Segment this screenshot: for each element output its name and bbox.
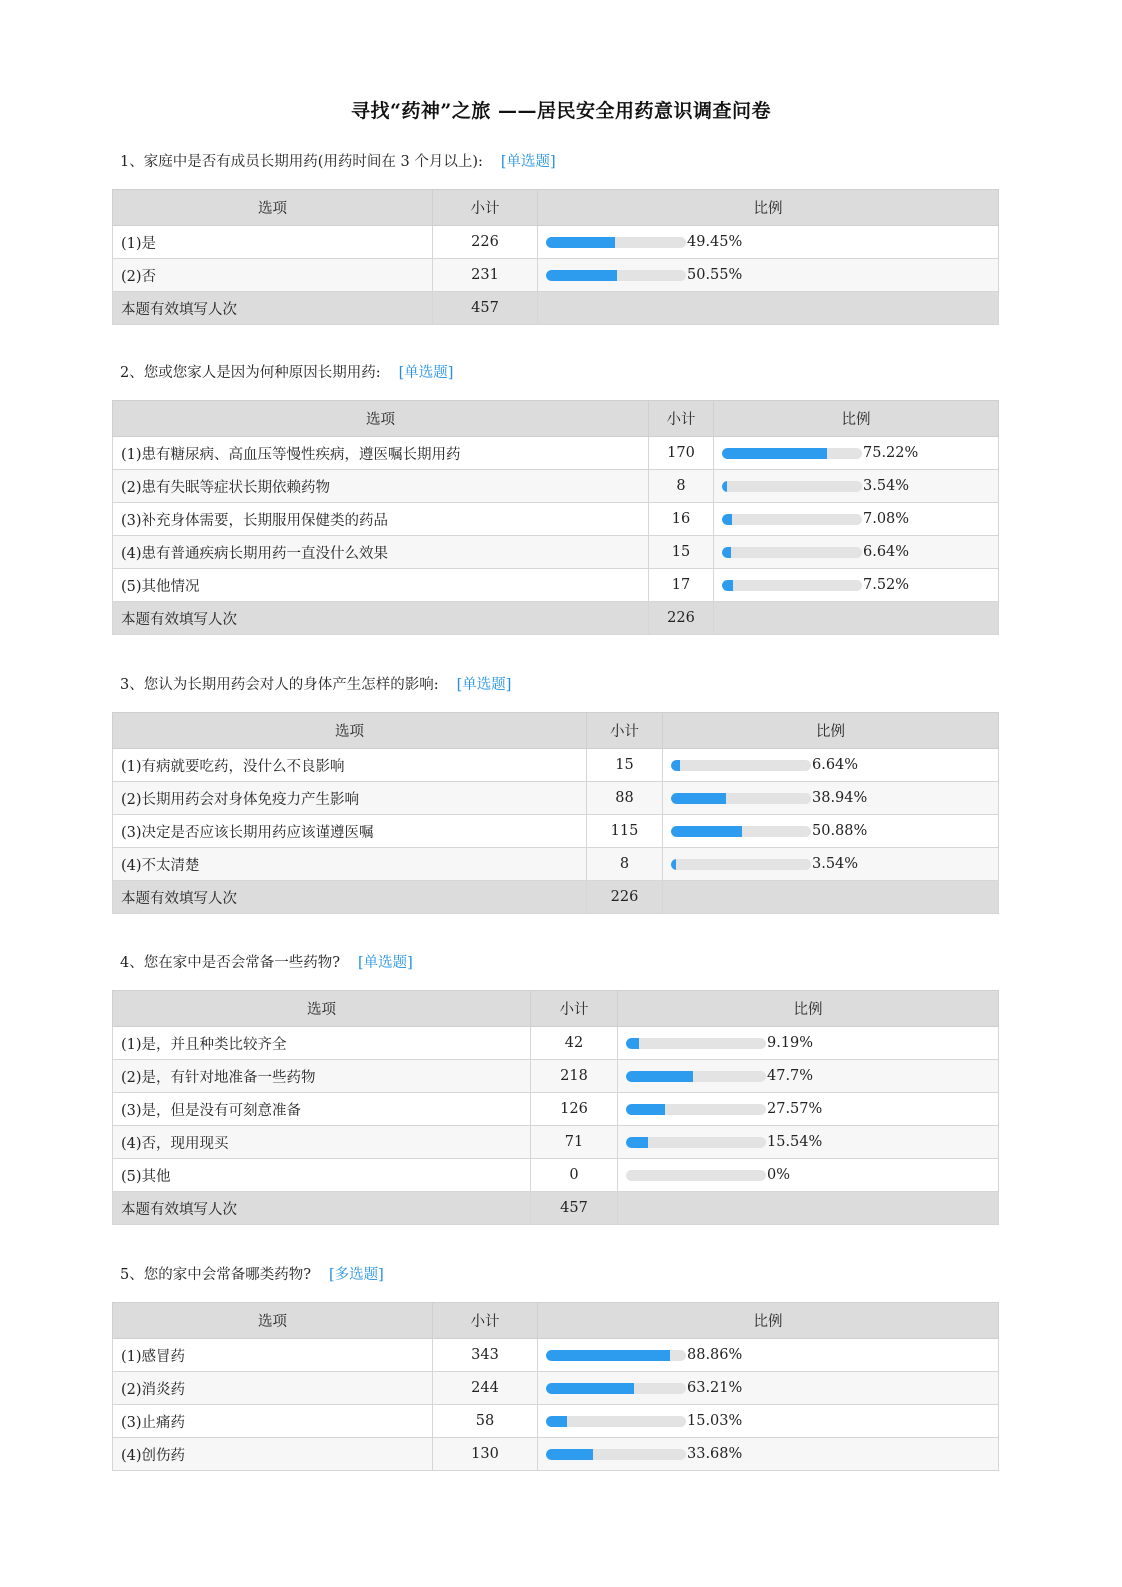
progress-bar: [671, 859, 811, 870]
header-count: 小计: [433, 190, 538, 226]
ratio-bar-group: [722, 544, 990, 560]
total-row: [113, 602, 999, 635]
header-row: [113, 401, 999, 437]
results-table: [112, 990, 999, 1225]
total-row: [113, 881, 999, 914]
total-row: [113, 292, 999, 325]
header-option: 选项: [113, 713, 587, 749]
table-row: [113, 1372, 999, 1405]
header-count: 小计: [587, 713, 663, 749]
option-count: 231: [433, 259, 538, 292]
progress-bar-fill: [722, 481, 727, 492]
percent-text: 3.54%: [812, 856, 859, 872]
option-label: (2)患有失眠等症状长期依赖药物: [113, 470, 649, 503]
progress-bar-fill: [546, 237, 615, 248]
header-count: 小计: [433, 1303, 538, 1339]
percent-text: 6.64%: [863, 544, 910, 560]
table-row: [113, 1405, 999, 1438]
ratio-bar-group: [546, 1413, 990, 1429]
progress-bar: [722, 547, 862, 558]
option-count: 343: [433, 1339, 538, 1372]
option-ratio: [714, 470, 999, 503]
question-label: 2、您或您家人是因为何种原因长期用药:: [120, 365, 381, 381]
option-label: (2)消炎药: [113, 1372, 433, 1405]
table-row: [113, 437, 999, 470]
progress-bar-fill: [671, 859, 676, 870]
option-count: 15: [587, 749, 663, 782]
percent-text: 47.7%: [767, 1068, 814, 1084]
option-ratio: [618, 1159, 999, 1192]
progress-bar-fill: [546, 1416, 567, 1427]
ratio-bar-group: [722, 577, 990, 593]
table-row: [113, 782, 999, 815]
table-row: [113, 1060, 999, 1093]
progress-bar-fill: [546, 270, 617, 281]
option-count: 126: [531, 1093, 618, 1126]
ratio-bar-group: [626, 1134, 990, 1150]
option-count: 88: [587, 782, 663, 815]
percent-text: 9.19%: [767, 1035, 814, 1051]
percent-text: 49.45%: [687, 234, 743, 250]
option-label: (2)否: [113, 259, 433, 292]
option-label: (5)其他: [113, 1159, 531, 1192]
progress-bar: [546, 1416, 686, 1427]
table-row: [113, 1027, 999, 1060]
progress-bar-fill: [722, 448, 827, 459]
option-label: (2)是，有针对地准备一些药物: [113, 1060, 531, 1093]
progress-bar: [626, 1038, 766, 1049]
header-ratio: 比例: [538, 190, 999, 226]
percent-text: 38.94%: [812, 790, 868, 806]
option-count: 15: [649, 536, 714, 569]
total-label: 本题有效填写人次: [113, 602, 649, 635]
progress-bar-fill: [626, 1137, 648, 1148]
total-empty: [538, 292, 999, 325]
option-ratio: [714, 569, 999, 602]
total-row: [113, 1192, 999, 1225]
results-table: [112, 1302, 999, 1471]
question-title: [120, 1263, 384, 1284]
table-row: [113, 1438, 999, 1471]
header-row: [113, 713, 999, 749]
question-title: [120, 361, 453, 382]
percent-text: 75.22%: [863, 445, 919, 461]
option-count: 42: [531, 1027, 618, 1060]
progress-bar-fill: [722, 547, 731, 558]
total-label: 本题有效填写人次: [113, 292, 433, 325]
question-title: [120, 673, 511, 694]
progress-bar: [626, 1071, 766, 1082]
option-ratio: [618, 1126, 999, 1159]
option-ratio: [618, 1027, 999, 1060]
question-label: 1、家庭中是否有成员长期用药(用药时间在 3 个月以上):: [120, 154, 483, 170]
option-count: 8: [587, 848, 663, 881]
option-label: (2)长期用药会对身体免疫力产生影响: [113, 782, 587, 815]
ratio-bar-group: [546, 267, 990, 283]
progress-bar: [722, 514, 862, 525]
total-count: 457: [531, 1192, 618, 1225]
percent-text: 0%: [767, 1167, 791, 1183]
progress-bar: [546, 237, 686, 248]
header-ratio: 比例: [714, 401, 999, 437]
header-option: 选项: [113, 1303, 433, 1339]
progress-bar: [671, 826, 811, 837]
header-row: [113, 991, 999, 1027]
total-count: 226: [649, 602, 714, 635]
option-ratio: [538, 1339, 999, 1372]
header-row: [113, 190, 999, 226]
header-option: 选项: [113, 991, 531, 1027]
progress-bar-fill: [722, 514, 732, 525]
progress-bar: [546, 270, 686, 281]
option-label: (3)补充身体需要，长期服用保健类的药品: [113, 503, 649, 536]
option-ratio: [663, 782, 999, 815]
option-label: (4)不太清楚: [113, 848, 587, 881]
option-label: (3)是，但是没有可刻意准备: [113, 1093, 531, 1126]
progress-bar: [671, 793, 811, 804]
ratio-bar-group: [626, 1035, 990, 1051]
table-row: [113, 1126, 999, 1159]
header-ratio: 比例: [538, 1303, 999, 1339]
percent-text: 50.55%: [687, 267, 743, 283]
header-count: 小计: [531, 991, 618, 1027]
ratio-bar-group: [671, 856, 990, 872]
progress-bar-fill: [722, 580, 733, 591]
option-count: 71: [531, 1126, 618, 1159]
option-ratio: [618, 1093, 999, 1126]
table-row: [113, 848, 999, 881]
percent-text: 7.08%: [863, 511, 910, 527]
progress-bar: [722, 580, 862, 591]
question-type-link[interactable]: [单选题]: [358, 955, 413, 971]
ratio-bar-group: [722, 478, 990, 494]
table-row: [113, 1093, 999, 1126]
progress-bar-fill: [546, 1449, 593, 1460]
option-label: (3)止痛药: [113, 1405, 433, 1438]
results-table: [112, 189, 999, 325]
percent-text: 63.21%: [687, 1380, 743, 1396]
percent-text: 33.68%: [687, 1446, 743, 1462]
option-count: 8: [649, 470, 714, 503]
results-table: [112, 712, 999, 914]
progress-bar-fill: [671, 760, 680, 771]
progress-bar-fill: [626, 1104, 665, 1115]
option-count: 130: [433, 1438, 538, 1471]
header-option: 选项: [113, 401, 649, 437]
table-row: [113, 226, 999, 259]
question-label: 3、您认为长期用药会对人的身体产生怎样的影响:: [120, 677, 439, 693]
percent-text: 88.86%: [687, 1347, 743, 1363]
table-row: [113, 1159, 999, 1192]
progress-bar: [671, 760, 811, 771]
ratio-bar-group: [722, 511, 990, 527]
total-empty: [618, 1192, 999, 1225]
question-label: 5、您的家中会常备哪类药物?: [120, 1267, 311, 1283]
table-row: [113, 536, 999, 569]
total-empty: [714, 602, 999, 635]
page-title: 寻找“药神”之旅 ——居民安全用药意识调查问卷: [351, 100, 771, 122]
progress-bar: [626, 1104, 766, 1115]
total-empty: [663, 881, 999, 914]
percent-text: 3.54%: [863, 478, 910, 494]
ratio-bar-group: [671, 823, 990, 839]
ratio-bar-group: [671, 790, 990, 806]
option-label: (4)否，现用现买: [113, 1126, 531, 1159]
option-count: 58: [433, 1405, 538, 1438]
question-title: [120, 951, 413, 972]
option-ratio: [714, 503, 999, 536]
option-ratio: [618, 1060, 999, 1093]
option-count: 17: [649, 569, 714, 602]
header-ratio: 比例: [618, 991, 999, 1027]
question-type-link[interactable]: [单选题]: [500, 154, 556, 170]
total-label: 本题有效填写人次: [113, 1192, 531, 1225]
option-ratio: [538, 1372, 999, 1405]
option-label: (1)是，并且种类比较齐全: [113, 1027, 531, 1060]
progress-bar-fill: [626, 1038, 639, 1049]
option-count: 218: [531, 1060, 618, 1093]
header-row: [113, 1303, 999, 1339]
table-row: [113, 569, 999, 602]
question-title: [120, 150, 556, 171]
table-row: [113, 749, 999, 782]
percent-text: 27.57%: [767, 1101, 823, 1117]
option-ratio: [663, 749, 999, 782]
percent-text: 6.64%: [812, 757, 859, 773]
progress-bar: [722, 448, 862, 459]
option-ratio: [538, 259, 999, 292]
table-row: [113, 1339, 999, 1372]
table-row: [113, 259, 999, 292]
progress-bar-fill: [546, 1383, 634, 1394]
option-count: 0: [531, 1159, 618, 1192]
option-ratio: [663, 848, 999, 881]
percent-text: 50.88%: [812, 823, 868, 839]
progress-bar-fill: [671, 826, 742, 837]
option-count: 226: [433, 226, 538, 259]
option-label: (1)患有糖尿病、高血压等慢性疾病，遵医嘱长期用药: [113, 437, 649, 470]
option-ratio: [714, 536, 999, 569]
total-label: 本题有效填写人次: [113, 881, 587, 914]
ratio-bar-group: [546, 1446, 990, 1462]
option-label: (4)患有普通疾病长期用药一直没什么效果: [113, 536, 649, 569]
results-table: [112, 400, 999, 635]
percent-text: 7.52%: [863, 577, 910, 593]
percent-text: 15.54%: [767, 1134, 823, 1150]
option-count: 244: [433, 1372, 538, 1405]
option-label: (1)是: [113, 226, 433, 259]
progress-bar-fill: [626, 1071, 693, 1082]
progress-bar-fill: [546, 1350, 670, 1361]
table-row: [113, 815, 999, 848]
option-count: 170: [649, 437, 714, 470]
total-count: 226: [587, 881, 663, 914]
progress-bar: [546, 1350, 686, 1361]
option-ratio: [714, 437, 999, 470]
ratio-bar-group: [546, 1347, 990, 1363]
option-ratio: [538, 1405, 999, 1438]
progress-bar: [722, 481, 862, 492]
ratio-bar-group: [546, 234, 990, 250]
header-option: 选项: [113, 190, 433, 226]
header-ratio: 比例: [663, 713, 999, 749]
option-ratio: [538, 1438, 999, 1471]
question-label: 4、您在家中是否会常备一些药物?: [120, 955, 340, 971]
question-type-link[interactable]: [单选题]: [456, 677, 512, 693]
progress-bar: [546, 1449, 686, 1460]
option-label: (4)创伤药: [113, 1438, 433, 1471]
total-count: 457: [433, 292, 538, 325]
progress-bar-fill: [671, 793, 726, 804]
ratio-bar-group: [722, 445, 990, 461]
progress-bar: [626, 1170, 766, 1181]
progress-bar: [546, 1383, 686, 1394]
option-label: (1)有病就要吃药，没什么不良影响: [113, 749, 587, 782]
option-count: 16: [649, 503, 714, 536]
question-type-link[interactable]: [单选题]: [398, 365, 454, 381]
progress-bar: [626, 1137, 766, 1148]
ratio-bar-group: [546, 1380, 990, 1396]
ratio-bar-group: [626, 1068, 990, 1084]
option-label: (1)感冒药: [113, 1339, 433, 1372]
table-row: [113, 503, 999, 536]
table-row: [113, 470, 999, 503]
option-label: (3)决定是否应该长期用药应该谨遵医嘱: [113, 815, 587, 848]
option-ratio: [538, 226, 999, 259]
header-count: 小计: [649, 401, 714, 437]
option-label: (5)其他情况: [113, 569, 649, 602]
option-ratio: [663, 815, 999, 848]
ratio-bar-group: [626, 1167, 990, 1183]
question-type-link[interactable]: [多选题]: [329, 1267, 384, 1283]
option-count: 115: [587, 815, 663, 848]
ratio-bar-group: [671, 757, 990, 773]
ratio-bar-group: [626, 1101, 990, 1117]
percent-text: 15.03%: [687, 1413, 743, 1429]
